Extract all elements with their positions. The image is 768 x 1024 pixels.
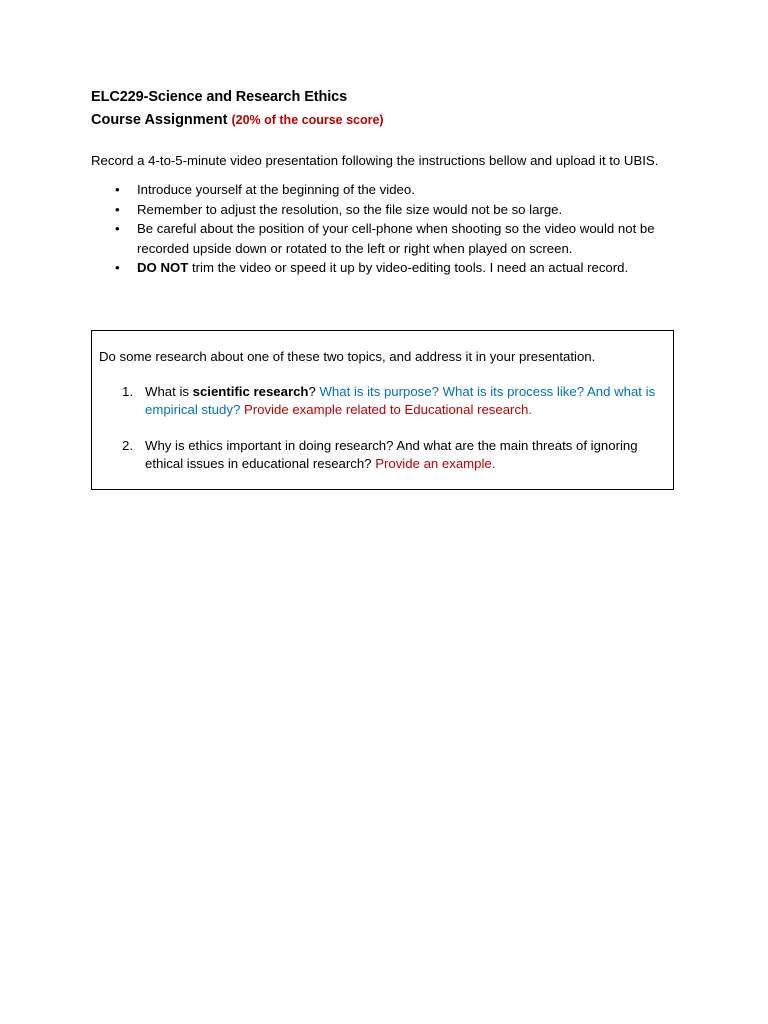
- document-subtitle: [91, 109, 681, 131]
- bullet-text: Introduce yourself at the beginning of the video.: [137, 182, 415, 197]
- bullet-text: Remember to adjust the resolution, so the file size would not be so large.: [137, 201, 563, 217]
- intro-paragraph: Record a 4-to-5-minute video presentation following the instructions bellow and upload it to UBIS.: [91, 153, 659, 168]
- list-item: [91, 200, 677, 220]
- box-intro: Do some research about one of these two topics, and address it in your presentation.: [99, 349, 596, 364]
- bullet-icon: •: [115, 260, 120, 275]
- topic-red-text: Provide example related to Educational research.: [240, 402, 533, 417]
- document-page: [91, 86, 681, 278]
- bullet-icon: •: [115, 221, 120, 236]
- list-item: [91, 219, 677, 258]
- topic-prefix: What is: [145, 384, 193, 399]
- bullet-bold: DO NOT: [137, 260, 189, 275]
- topic-item: [92, 383, 669, 419]
- bullet-icon: •: [115, 182, 120, 197]
- subtitle-text: Course Assignment: [91, 112, 228, 128]
- topic-prefix: Why is ethics important in doing research? And what are the main threats of ignoring ethical issues in educational research?: [145, 438, 638, 471]
- list-item: [91, 258, 677, 278]
- bullet-icon: •: [115, 201, 120, 217]
- topic-suffix: ?: [308, 384, 320, 399]
- topic-number: 1.: [122, 384, 133, 399]
- bullet-text: trim the video or speed it up by video-editing tools. I need an actual record.: [188, 260, 629, 275]
- topics-box: [91, 330, 674, 490]
- document-title: ELC229-Science and Research Ethics: [91, 89, 348, 105]
- score-note: (20% of the course score): [231, 113, 384, 127]
- topic-blue-text: What is its purpose? What is its process like? And what is empirical study?: [145, 384, 656, 417]
- topic-bold: scientific research: [192, 384, 309, 399]
- bullet-text: Be careful about the position of your cell-phone when shooting so the video would not be recorded upside down or rotated to the left or right when played on screen.: [137, 221, 655, 256]
- instructions-list: [91, 180, 681, 278]
- topic-red-text: Provide an example.: [371, 456, 496, 471]
- list-item: [91, 180, 677, 200]
- topics-list: [92, 383, 675, 491]
- topic-number: 2.: [122, 438, 133, 453]
- topic-item: [92, 437, 669, 473]
